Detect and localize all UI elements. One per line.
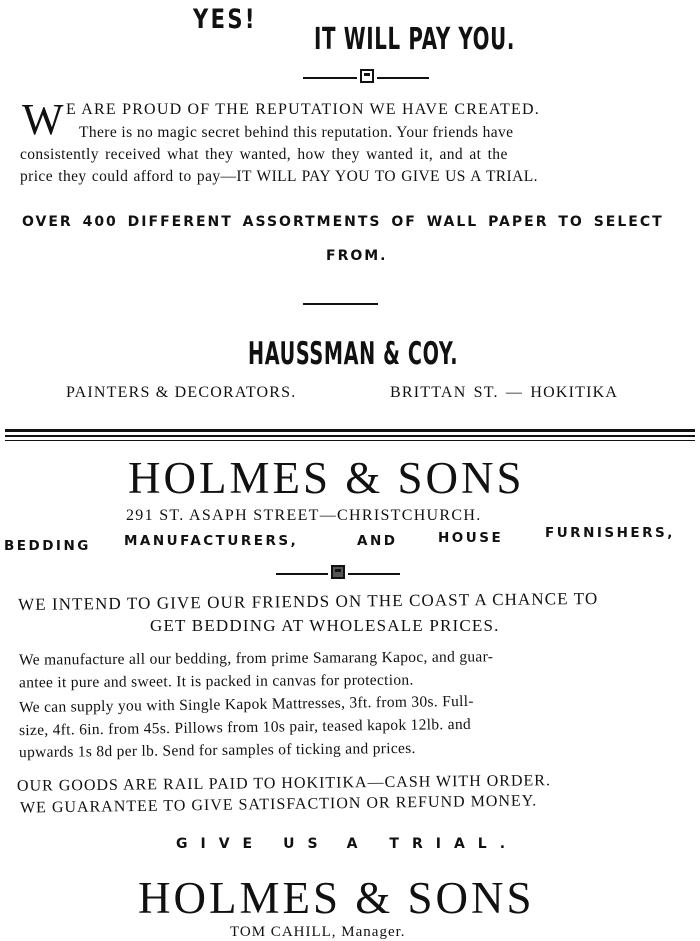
body-line: upwards 1s 8d per lb. Send for samples of ticking and prices. — [18, 739, 416, 762]
body-line: antee it pure and sweet. It is packed in canvas for protection. — [18, 671, 414, 692]
trade-word: BEDDING — [4, 538, 91, 554]
trade-word: AND — [357, 533, 398, 549]
trade-word: FURNISHERS, — [545, 525, 675, 541]
trade-word: HOUSE — [438, 530, 504, 546]
signatory: TOM CAHILL, Manager. — [230, 924, 406, 940]
ornament-divider — [276, 562, 400, 586]
body-line: We can supply you with Single Kapok Mattresses, 3ft. from 30s. Full- — [18, 692, 474, 717]
trade-description: PAINTERS & DECORATORS. — [66, 384, 297, 401]
cta-word: A — [346, 836, 358, 852]
headline-it-will-pay-you: IT WILL PAY YOU. — [314, 22, 516, 57]
body-line: We manufacture all our bedding, from prime Samarang Kapoc, and guar- — [18, 648, 494, 669]
body-line: size, 4ft. 6in. from 45s. Pillows from 10s pair, teased kapok 12lb. and — [18, 715, 472, 740]
call-to-action — [176, 836, 518, 852]
announcement-line: GET BEDDING AT WHOLESALE PRICES. — [150, 616, 500, 635]
offer-line: FROM. — [326, 248, 388, 264]
firm-name-top: HOLMES & SONS — [128, 453, 525, 503]
intro-line: There is no magic secret behind this reputation. Your friends have — [79, 124, 514, 141]
terms-line: OUR GOODS ARE RAIL PAID TO HOKITIKA—CASH WITH ORDER. — [16, 772, 552, 795]
cta-word: GIVE — [176, 836, 266, 852]
ornament-box-icon — [360, 69, 374, 83]
intro-line: consistently received what they wanted, how they wanted it, and at the — [20, 146, 508, 163]
offer-line: OVER 400 DIFFERENT ASSORTMENTS OF WALL PAPER TO SELECT — [22, 214, 664, 230]
terms-line: WE GUARANTEE TO GIVE SATISFACTION OR REFUND MONEY. — [19, 792, 538, 817]
cta-word: TRIAL. — [389, 836, 519, 852]
trade-word: MANUFACTURERS, — [124, 533, 299, 549]
ornament-divider — [303, 66, 429, 90]
headline-yes: YES! — [193, 4, 257, 35]
firm-name: HAUSSMAN & COY. — [248, 336, 459, 372]
intro-line: E ARE PROUD OF THE REPUTATION WE HAVE CREATED. — [66, 101, 540, 118]
intro-line: price they could afford to pay—IT WILL PAY YOU TO GIVE US A TRIAL. — [20, 168, 538, 185]
firm-name-bottom: HOLMES & SONS — [138, 873, 535, 923]
advert-divider — [5, 435, 695, 437]
cta-word: US — [283, 836, 331, 852]
announcement-line: WE INTEND TO GIVE OUR FRIENDS ON THE COAST A CHANCE TO — [17, 588, 599, 615]
drop-cap: W — [22, 95, 64, 144]
ornament-box-icon — [331, 565, 345, 579]
street-address: 291 ST. ASAPH STREET—CHRISTCHURCH. — [126, 507, 482, 524]
advert-divider — [5, 429, 695, 432]
firm-address: BRITTAN ST. — HOKITIKA — [390, 384, 619, 401]
short-rule — [303, 303, 378, 305]
advert-divider — [5, 440, 695, 441]
